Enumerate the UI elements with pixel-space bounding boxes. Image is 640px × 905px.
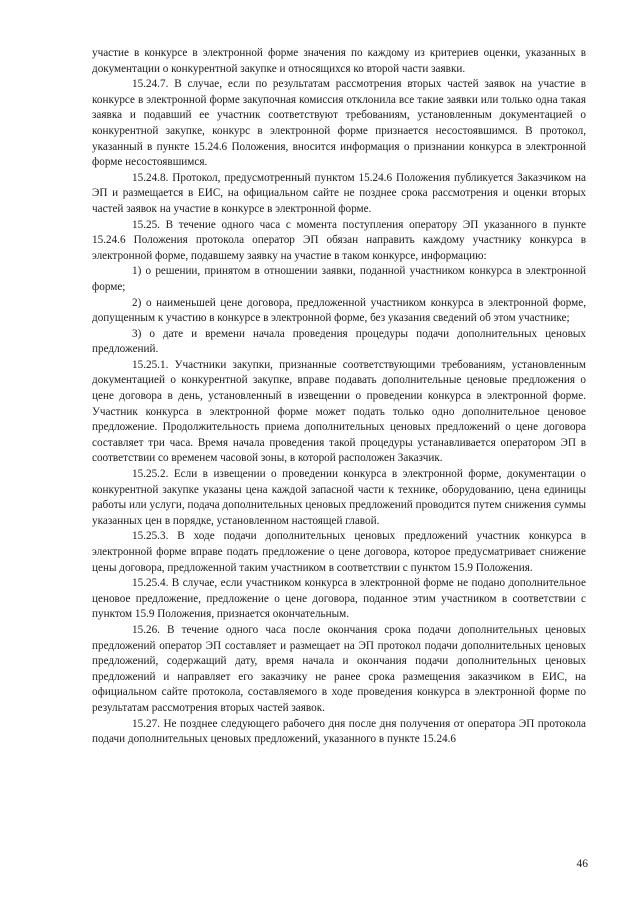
paragraph: 3) о дате и времени начала проведения процедуры подачи дополнительных ценовых предложений. (92, 327, 586, 356)
paragraph: 15.27. Не позднее следующего рабочего дня после дня получения от оператора ЭП протокола подачи дополнительных ценовых предложений, указанного в пункте 15.24.6 (92, 717, 586, 746)
page-number: 46 (576, 858, 588, 870)
paragraph: 15.25.3. В ходе подачи дополнительных ценовых предложений участник конкурса в электронной форме вправе подать предложение о цене договора, которое предусматривает снижение цены договора, предложенной таким участником в соответствии с пунктом 15.9 Положения. (92, 530, 586, 574)
paragraph: 1) о решении, принятом в отношении заявки, поданной участником конкурса в электронной форме; (92, 265, 586, 293)
paragraph: 15.25.4. В случае, если участником конкурса в электронной форме не подано дополнительное ценовое предложение, предложение о цене договора, поданное этим участником в соответствии с пунктом 15.9 Положения, признается окончательным. (92, 577, 586, 621)
paragraph: 2) о наименьшей цене договора, предложенной участником конкурса в электронной форме, допущенным к участию в конкурсе в электронной форме, без указания сведений об этом участнике; (92, 296, 586, 325)
paragraph: 15.24.8. Протокол, предусмотренный пунктом 15.24.6 Положения публикуется Заказчиком на ЭП и размещается в ЕИС, на официальном сайте не позднее срока рассмотрения и оценки вторых частей заявок на участие в конкурсе в электронной форме. (92, 171, 586, 215)
paragraph: 15.26. В течение одного часа после окончания срока подачи дополнительных ценовых предложений оператор ЭП составляет и размещает на ЭП протокол подачи дополнительных ценовых предложений, содержащий дату, время начала и окончания подачи дополнительных ценовых предложений и направляет его заказчику не ранее срока размещения заказчиком в ЕИС, на официальном сайте протокола, составляемого в ходе проведения конкурса в электронной форме по результатам рассмотрения вторых частей заявок. (92, 623, 586, 714)
paragraph: 15.25.1. Участники закупки, признанные соответствующими требованиям, установленным документацией о конкурентной закупке, вправе подавать дополнительные ценовые предложения о цене договора в день, установленный в извещении о проведении конкурса в электронной форме. Участник конкурса в электронной форме может подать только одно дополнительное ценовое предложение. Продолжительность приема дополнительных ценовых предложений о цене договора составляет три часа. Время начала проведения такой процедуры устанавливается оператором ЭП в соответствии со временем часовой зоны, в которой расположен Заказчик. (92, 358, 586, 465)
document-body (92, 46, 586, 748)
paragraph: 15.24.7. В случае, если по результатам рассмотрения вторых частей заявок на участие в конкурсе в электронной форме закупочная комиссия отклонила все такие заявки или только одна такая заявка и подавший ее участник соответствуют требованиям, установленным документацией о конкурентной закупке, конкурс в электронной форме признается несостоявшимся. В протокол, указанный в пункте 15.24.6 Положения, вносится информация о признании конкурса в электронной форме несостоявшимся. (92, 78, 586, 169)
paragraph: 15.25. В течение одного часа с момента поступления оператору ЭП указанного в пункте 15.24.6 Положения протокола оператор ЭП обязан направить каждому участнику конкурса в электронной форме, подавшему заявку на участие в таком конкурсе, информацию: (92, 218, 586, 262)
paragraph: 15.25.2. Если в извещении о проведении конкурса в электронной форме, документации о конкурентной закупке указаны цена каждой запасной части к технике, оборудованию, цена единицы работы или услуги, подача дополнительных ценовых предложений проводится путем снижения суммы указанных цен в порядке, установленном настоящей главой. (92, 468, 586, 527)
paragraph: участие в конкурсе в электронной форме значения по каждому из критериев оценки, указанных в документации о конкурентной закупке и относящихся ко второй части заявки. (92, 47, 586, 75)
